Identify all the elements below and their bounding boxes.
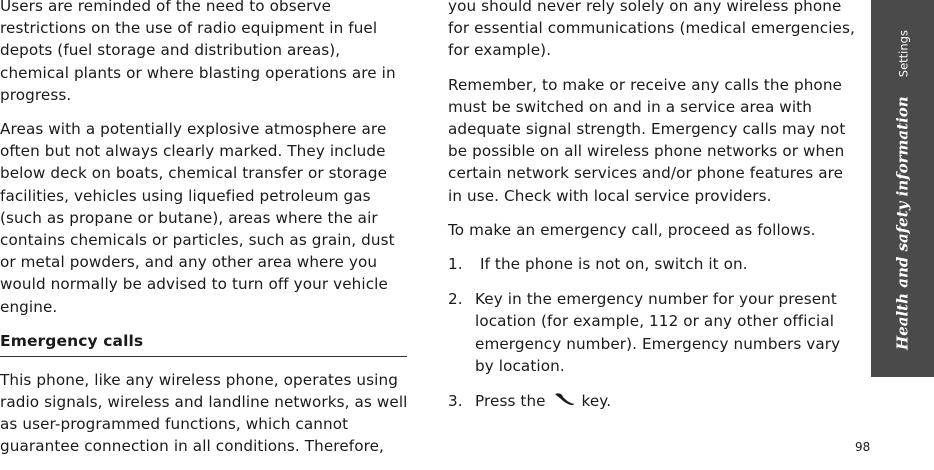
paragraph-never-rely: you should never rely solely on any wireless phone for essential communications (medical emergencies, for example). xyxy=(448,0,855,60)
step-text: If the phone is not on, switch it on. xyxy=(475,255,748,274)
section-heading-emergency-calls: Emergency calls xyxy=(0,330,407,357)
sidebar-chapter-title: Health and safety information xyxy=(893,96,912,350)
step-number: 1. xyxy=(448,255,463,274)
emergency-steps-list xyxy=(448,253,860,413)
paragraph-radio-restrictions: Users are reminded of the need to observe restrictions on the use of radio equipment in fuel depots (fuel storage and distribution areas), chemical plants or where blasting operations are in progress. xyxy=(0,0,396,104)
chapter-sidebar-tab xyxy=(871,0,934,377)
page-number: 98 xyxy=(855,440,871,454)
step-text-after: key. xyxy=(581,392,612,411)
step-text: Key in the emergency number for your present location (for example, 112 or any other official emergency number). Emergency numbers vary by location. xyxy=(475,290,841,375)
list-item xyxy=(448,288,860,377)
list-item xyxy=(448,253,860,275)
phone-handset-icon xyxy=(553,390,575,412)
step-number: 2. xyxy=(448,290,463,309)
paragraph-wireless-phone: This phone, like any wireless phone, operates using radio signals, wireless and landline networks, as well as user-programmed functions, which cannot guarantee connection in all conditions. Therefore, xyxy=(0,370,408,456)
list-item xyxy=(448,390,860,413)
paragraph-remember: Remember, to make or receive any calls the phone must be switched on and in a service area with adequate signal strength. Emergency calls may not be possible on all wireless phone networks or when certain network services and/or phone features are in use. Check with local service providers. xyxy=(448,75,846,205)
sidebar-label xyxy=(893,30,912,350)
step-text xyxy=(475,390,860,413)
paragraph-procedure-intro: To make an emergency call, proceed as follows. xyxy=(448,220,816,239)
paragraph-explosive-atmosphere: Areas with a potentially explosive atmosphere are often but not always clearly marked. They include below deck on boats, chemical transfer or storage facilities, vehicles using liquefied petroleum gas (such as propane or butane), areas where the air contains chemicals or particles, such as grain, dust or metal powders, and any other area where you would normally be advised to turn off your vehicle engine. xyxy=(0,120,395,316)
left-column xyxy=(0,0,410,470)
sidebar-section-label: Settings xyxy=(896,30,911,78)
step-text-before: Press the xyxy=(475,392,546,411)
step-number: 3. xyxy=(448,392,463,411)
right-column xyxy=(448,0,860,426)
